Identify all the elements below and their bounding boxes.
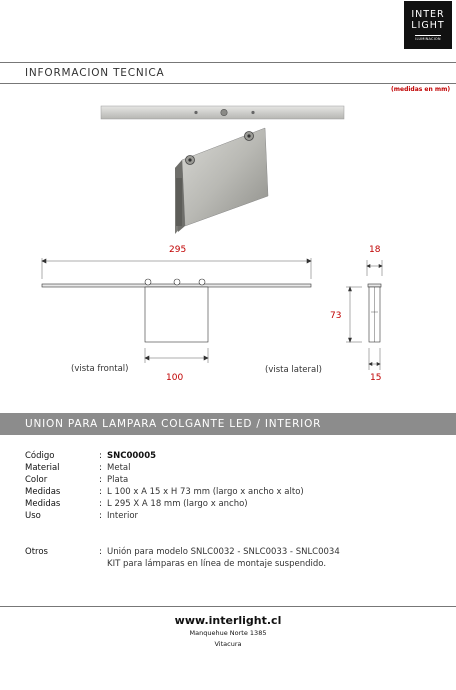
spec-row <box>25 462 130 474</box>
spec-label: Color <box>25 475 48 485</box>
spec-colon: : <box>99 475 102 485</box>
dim-depth: 18 <box>369 245 381 255</box>
logo-line-3: ILUMINACION <box>415 37 441 41</box>
rail-photo <box>101 106 344 119</box>
spec-row <box>25 498 248 510</box>
spec-value: L 295 X A 18 mm (largo x ancho) <box>107 499 248 509</box>
connector-photo <box>175 128 268 234</box>
dim-height: 73 <box>330 311 342 321</box>
spec-colon: : <box>99 451 102 461</box>
spec-colon: : <box>99 547 102 557</box>
address-line-1: Manquehue Norte 1385 <box>189 629 267 637</box>
divider-footer <box>0 606 456 607</box>
otros-line-2: KIT para lámparas en línea de montaje suspendido. <box>107 559 327 569</box>
spec-label: Medidas <box>25 487 61 497</box>
section-title: INFORMACION TECNICA <box>25 67 165 79</box>
otros-line-1: Unión para modelo SNLC0032 - SNLC0033 - SNLC0034 <box>107 547 340 557</box>
otros-label: Otros <box>25 547 48 557</box>
spec-row <box>25 474 128 486</box>
spec-label: Medidas <box>25 499 61 509</box>
product-title: UNION PARA LAMPARA COLGANTE LED / INTERIOR <box>25 418 322 430</box>
spec-row <box>25 450 156 462</box>
spec-label: Uso <box>25 511 41 521</box>
product-title-band <box>0 413 456 435</box>
spec-value: SNC00005 <box>107 451 157 461</box>
spec-value: Interior <box>107 511 139 521</box>
address-line-2: Vitacura <box>214 640 242 648</box>
spec-colon: : <box>99 463 102 473</box>
spec-label: Código <box>25 451 55 461</box>
spec-colon: : <box>99 487 102 497</box>
spec-row <box>25 486 304 498</box>
side-view-label: (vista lateral) <box>265 365 322 375</box>
dim-width-side: 15 <box>370 373 382 383</box>
front-view-label: (vista frontal) <box>71 364 129 374</box>
spec-row <box>25 510 138 522</box>
spec-value: Plata <box>107 475 129 485</box>
logo-line-1: INTER <box>411 9 445 20</box>
website-link[interactable]: www.interlight.cl <box>174 614 282 627</box>
otros-row <box>25 546 107 558</box>
logo-line-2: LIGHT <box>411 20 445 31</box>
dim-width-front: 100 <box>166 373 184 383</box>
spec-label: Material <box>25 463 60 473</box>
spec-value: L 100 x A 15 x H 73 mm (largo x ancho x alto) <box>107 487 304 497</box>
units-note: (medidas en mm) <box>391 86 451 93</box>
front-view <box>42 258 311 363</box>
spec-value: Metal <box>107 463 131 473</box>
spec-colon: : <box>99 499 102 509</box>
dim-length: 295 <box>169 245 187 255</box>
side-view <box>346 260 382 370</box>
spec-colon: : <box>99 511 102 521</box>
